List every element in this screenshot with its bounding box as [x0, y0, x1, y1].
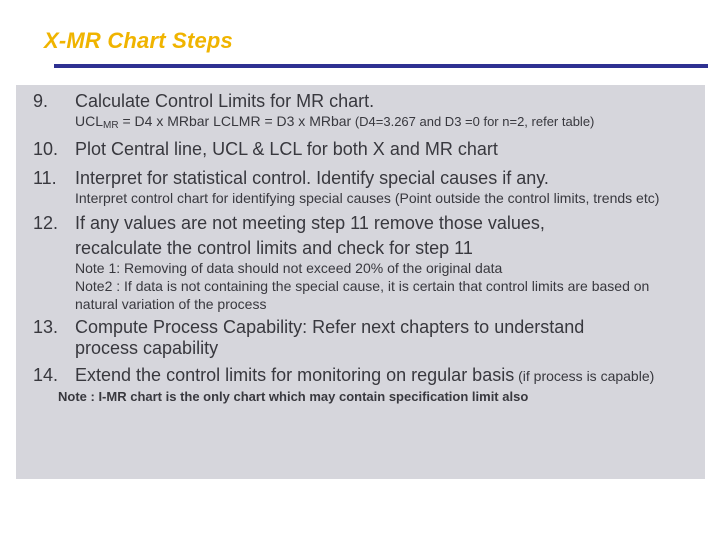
step-12 [16, 213, 705, 313]
ucl-rest: = D4 x MRbar LCLMR = D3 x MRbar [118, 113, 352, 129]
footer-note: Note : I-MR chart is the only chart which may contain specification limit also [58, 389, 529, 404]
step-text-line-2: recalculate the control limits and check for step 11 [75, 238, 473, 258]
step-text: Compute Process Capability: Refer next chapters to understand process capability [75, 317, 585, 358]
d-constants-note: (D4=3.267 and D3 =0 for n=2, refer table) [351, 114, 595, 129]
step-text: Extend the control limits for monitoring on regular basis [75, 365, 515, 385]
step-detail: Interpret control chart for identifying special causes (Point outside the control limits, trends etc) [75, 190, 660, 206]
step-13 [16, 317, 705, 359]
step-11 [16, 168, 705, 207]
step-9 [16, 91, 705, 135]
slide-title: X-MR Chart Steps [44, 28, 233, 53]
title-underline [54, 64, 708, 68]
step-14 [16, 365, 705, 387]
step-number: 14. [33, 365, 59, 385]
step-text-line-1: If any values are not meeting step 11 remove those values, [75, 213, 545, 233]
step-number: 12. [33, 213, 59, 233]
step-text: Interpret for statistical control. Identify special causes if any. [75, 168, 549, 188]
step-number: 13. [33, 317, 59, 337]
note-1: Note 1: Removing of data should not exceed 20% of the original data [75, 260, 503, 276]
control-limit-formula [75, 112, 705, 135]
step-10 [16, 139, 705, 160]
step-number: 10. [33, 139, 59, 159]
step-text: Calculate Control Limits for MR chart. [75, 91, 375, 111]
step-number: 11. [33, 168, 57, 188]
ucl-subscript: MR [103, 120, 119, 131]
step-number: 9. [33, 91, 49, 111]
step-suffix: (if process is capable) [514, 368, 655, 384]
ucl-prefix: UCL [75, 113, 104, 129]
scanned-steps-image [16, 85, 705, 479]
step-text: Plot Central line, UCL & LCL for both X and MR chart [75, 139, 498, 159]
note-2: Note2 : If data is not containing the special cause, it is certain that control limits are based on natural variation of the process [75, 278, 650, 312]
